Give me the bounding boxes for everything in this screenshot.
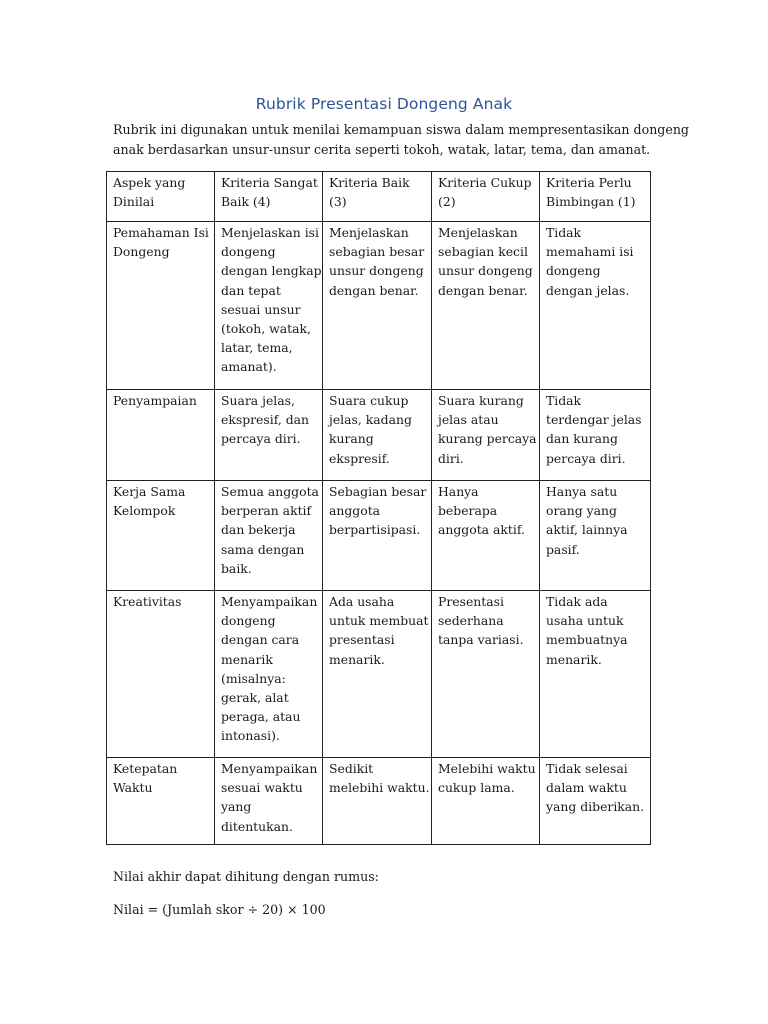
criteria-cell xyxy=(323,481,432,591)
cell-line: yang xyxy=(221,799,252,815)
cell-line: amanat). xyxy=(221,359,277,375)
criteria-cell xyxy=(540,481,651,591)
criteria-cell xyxy=(432,758,540,845)
cell-line: presentasi xyxy=(329,632,395,648)
cell-line: kurang percaya xyxy=(438,431,537,447)
cell-line: dengan lengkap xyxy=(221,263,322,279)
criteria-cell xyxy=(215,481,323,591)
cell-line: dongeng xyxy=(546,263,601,279)
cell-line: diri. xyxy=(438,450,464,466)
cell-line: orang yang xyxy=(546,503,617,519)
cell-line: Suara kurang xyxy=(438,393,524,408)
criteria-cell xyxy=(323,222,432,390)
cell-line: Waktu xyxy=(113,780,153,796)
table-row xyxy=(107,390,651,481)
cell-line: (3) xyxy=(329,194,347,210)
table-row xyxy=(107,222,651,390)
document-title: Rubrik Presentasi Dongeng Anak xyxy=(255,95,513,113)
cell-line: Kriteria Sangat xyxy=(221,175,318,190)
header-cell xyxy=(323,172,432,222)
cell-line: peraga, atau xyxy=(221,709,301,725)
cell-line: jelas, kadang xyxy=(329,412,412,428)
cell-line: dongeng xyxy=(221,613,276,629)
cell-line: Kriteria Baik xyxy=(329,175,410,190)
cell-line: anggota aktif. xyxy=(438,522,525,538)
cell-line: dongeng xyxy=(221,244,276,260)
cell-line: usaha untuk xyxy=(546,613,624,629)
cell-line: (misalnya: xyxy=(221,670,286,686)
cell-line: Ada usaha xyxy=(329,594,395,609)
cell-line: Melebihi waktu xyxy=(438,761,536,776)
criteria-cell xyxy=(432,481,540,591)
intro-line: anak berdasarkan unsur-unsur cerita seperti tokoh, watak, latar, tema, dan amanat. xyxy=(113,141,651,157)
cell-line: (tokoh, watak, xyxy=(221,321,311,337)
criteria-cell xyxy=(432,222,540,390)
cell-line: dengan benar. xyxy=(438,282,528,298)
cell-line: intonasi). xyxy=(221,728,280,744)
cell-line: unsur dongeng xyxy=(329,263,424,279)
cell-line: dengan cara xyxy=(221,632,300,648)
formula: Nilai = (Jumlah skor ÷ 20) × 100 xyxy=(113,902,326,917)
intro-paragraph xyxy=(113,120,689,159)
cell-line: Kelompok xyxy=(113,503,176,519)
criteria-cell xyxy=(432,591,540,758)
cell-line: Kriteria Cukup xyxy=(438,175,532,190)
cell-line: Dinilai xyxy=(113,194,155,210)
cell-line: untuk membuat xyxy=(329,613,429,629)
aspect-cell xyxy=(107,481,215,591)
cell-line: Tidak ada xyxy=(546,594,608,609)
cell-line: Hanya xyxy=(438,484,479,499)
cell-line: Bimbingan (1) xyxy=(546,194,636,210)
cell-line: Suara cukup xyxy=(329,393,409,408)
cell-line: Kreativitas xyxy=(113,594,182,609)
criteria-cell xyxy=(215,390,323,481)
cell-line: aktif, lainnya xyxy=(546,522,628,538)
header-cell xyxy=(432,172,540,222)
cell-line: Hanya satu xyxy=(546,484,618,499)
cell-line: tanpa variasi. xyxy=(438,632,524,648)
aspect-cell xyxy=(107,591,215,758)
cell-line: sesuai waktu xyxy=(221,780,303,796)
criteria-cell xyxy=(432,390,540,481)
cell-line: latar, tema, xyxy=(221,340,293,356)
criteria-cell xyxy=(215,222,323,390)
cell-line: Suara jelas, xyxy=(221,393,295,408)
criteria-cell xyxy=(323,390,432,481)
cell-line: memahami isi xyxy=(546,244,634,260)
cell-line: baik. xyxy=(221,560,252,576)
cell-line: sebagian kecil xyxy=(438,244,528,260)
table-row xyxy=(107,758,651,845)
cell-line: Aspek yang xyxy=(113,175,186,190)
cell-line: pasif. xyxy=(546,541,580,557)
cell-line: sederhana xyxy=(438,613,504,629)
cell-line: dan bekerja xyxy=(221,522,296,538)
cell-line: dalam waktu xyxy=(546,780,627,796)
aspect-cell xyxy=(107,222,215,390)
cell-line: menarik xyxy=(221,651,273,667)
cell-line: Tidak xyxy=(546,225,582,240)
cell-line: Menyampaikan xyxy=(221,594,318,609)
cell-line: dengan benar. xyxy=(329,282,419,298)
cell-line: melebihi waktu. xyxy=(329,780,430,796)
cell-line: Sebagian besar xyxy=(329,484,427,499)
cell-line: membuatnya xyxy=(546,632,628,648)
cell-line: dan tepat xyxy=(221,282,281,298)
cell-line: sebagian besar xyxy=(329,244,425,260)
cell-line: Menjelaskan isi xyxy=(221,225,319,240)
cell-line: Tidak xyxy=(546,393,582,408)
cell-line: Dongeng xyxy=(113,244,170,260)
criteria-cell xyxy=(540,222,651,390)
cell-line: unsur dongeng xyxy=(438,263,533,279)
intro-line: Rubrik ini digunakan untuk menilai kemampuan siswa dalam mempresentasikan dongeng xyxy=(113,122,689,137)
cell-line: Tidak selesai xyxy=(546,761,628,776)
cell-line: Penyampaian xyxy=(113,393,197,408)
cell-line: percaya diri. xyxy=(221,431,301,447)
rubric-table xyxy=(106,171,651,845)
rubric-table-body xyxy=(107,172,651,845)
cell-line: dan kurang xyxy=(546,431,618,447)
cell-line: Ketepatan xyxy=(113,761,178,776)
cell-line: yang diberikan. xyxy=(546,799,645,815)
cell-line: menarik. xyxy=(329,651,385,667)
cell-line: berperan aktif xyxy=(221,503,312,519)
cell-line: Pemahaman Isi xyxy=(113,225,209,240)
cell-line: anggota xyxy=(329,503,381,519)
criteria-cell xyxy=(540,390,651,481)
cell-line: Menjelaskan xyxy=(329,225,409,240)
cell-line: berpartisipasi. xyxy=(329,522,421,538)
cell-line: Baik (4) xyxy=(221,194,271,210)
cell-line: Sedikit xyxy=(329,761,374,776)
cell-line: (2) xyxy=(438,194,456,210)
cell-line: Menjelaskan xyxy=(438,225,518,240)
cell-line: Presentasi xyxy=(438,594,504,609)
cell-line: beberapa xyxy=(438,503,498,519)
header-cell xyxy=(215,172,323,222)
table-header-row xyxy=(107,172,651,222)
table-row xyxy=(107,481,651,591)
cell-line: sesuai unsur xyxy=(221,301,301,317)
cell-line: kurang xyxy=(329,431,374,447)
criteria-cell xyxy=(215,591,323,758)
cell-line: Kriteria Perlu xyxy=(546,175,632,190)
cell-line: cukup lama. xyxy=(438,780,515,796)
cell-line: terdengar jelas xyxy=(546,412,642,428)
cell-line: Kerja Sama xyxy=(113,484,186,499)
cell-line: percaya diri. xyxy=(546,450,626,466)
aspect-cell xyxy=(107,758,215,845)
criteria-cell xyxy=(540,591,651,758)
criteria-cell xyxy=(215,758,323,845)
formula-intro: Nilai akhir dapat dihitung dengan rumus: xyxy=(113,869,379,884)
criteria-cell xyxy=(540,758,651,845)
cell-line: ditentukan. xyxy=(221,818,293,834)
cell-line: dengan jelas. xyxy=(546,282,630,298)
aspect-cell xyxy=(107,390,215,481)
cell-line: Menyampaikan xyxy=(221,761,318,776)
cell-line: gerak, alat xyxy=(221,690,289,706)
header-cell xyxy=(107,172,215,222)
criteria-cell xyxy=(323,591,432,758)
cell-line: Semua anggota xyxy=(221,484,319,499)
cell-line: ekspresif, dan xyxy=(221,412,310,428)
cell-line: jelas atau xyxy=(438,412,499,428)
cell-line: menarik. xyxy=(546,651,602,667)
cell-line: sama dengan xyxy=(221,541,305,557)
header-cell xyxy=(540,172,651,222)
table-row xyxy=(107,591,651,758)
criteria-cell xyxy=(323,758,432,845)
cell-line: ekspresif. xyxy=(329,450,390,466)
